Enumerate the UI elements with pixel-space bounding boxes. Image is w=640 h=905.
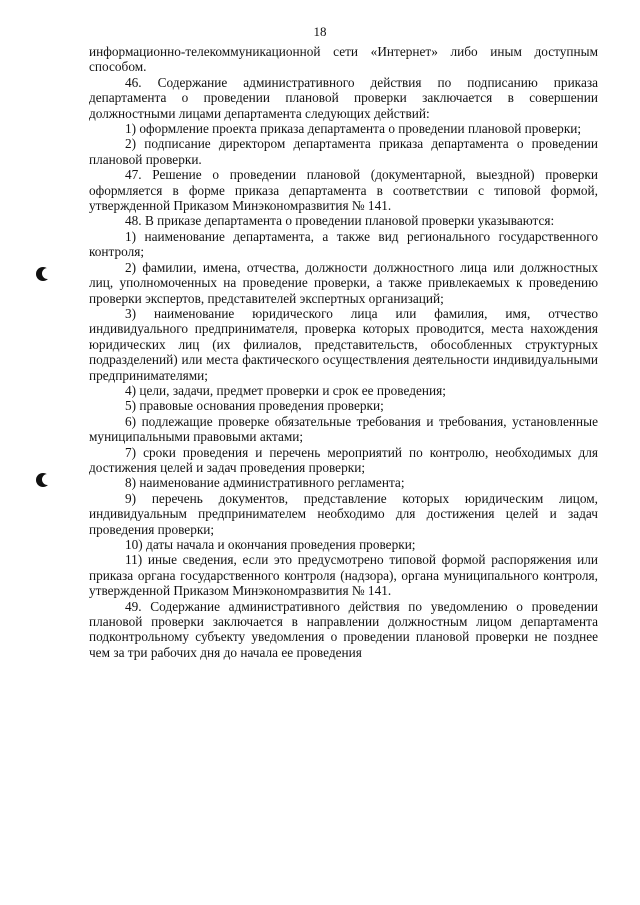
list-item: 8) наименование административного регламента;: [125, 475, 405, 491]
paragraph-48: 48. В приказе департамента о проведении плановой проверки указываются:: [125, 213, 555, 229]
paragraph-49: 49. Содержание административного действия по уведомлению о проведении плановой проверки заключается в направлении должностным лицом департамента подконтрольному субъекту уведомления о проведении плановой проверки не позднее чем за три рабочих дня до начала ее проведения: [89, 598, 598, 660]
list-item: 3) наименование юридического лица или фамилия, имя, отчество индивидуального предпринимателя, проверка которых проводится, места нахождения юридических лиц (их филиалов, представительств, обособленных структурных подразделений) или места фактического осуществления деятельности индивидуальными предпринимателями;: [89, 305, 598, 383]
list-item: 7) сроки проведения и перечень мероприятий по контролю, необходимых для достижения целей и задач проведения проверки;: [89, 444, 598, 475]
paragraph-47: 47. Решение о проведении плановой (документарной, выездной) проверки оформляется в форме приказа департамента в соответствии с типовой формой, утвержденной Приказом Минэкономразвития № 141.: [89, 167, 598, 214]
punch-hole-mark: [36, 267, 50, 281]
list-item: 2) фамилии, имена, отчества, должности должностного лица или должностных лиц, уполномоченных на проведение проверки, а также привлекаемых к проведению проверки экспертов, представителей экспертных организаций;: [89, 259, 598, 306]
list-item: 4) цели, задачи, предмет проверки и срок ее проведения;: [125, 382, 446, 398]
list-item: 2) подписание директором департамента приказа департамента о проведении плановой проверки.: [89, 136, 598, 167]
page-number: 18: [313, 24, 327, 39]
document-body: [89, 44, 598, 660]
list-item: 10) даты начала и окончания проведения проверки;: [125, 537, 416, 552]
paragraph-46: 46. Содержание административного действия по подписанию приказа департамента о проведении плановой проверки заключается в совершении должностными лицами департамента следующих действий:: [89, 74, 598, 121]
punch-hole-mark: [36, 473, 50, 487]
list-item: 6) подлежащие проверке обязательные требования и требования, установленные муниципальными правовыми актами;: [89, 413, 598, 445]
list-item: 5) правовые основания проведения проверки;: [125, 398, 384, 414]
list-item: 1) оформление проекта приказа департамента о проведении плановой проверки;: [125, 121, 582, 137]
list-item: 1) наименование департамента, а также вид регионального государственного контроля;: [89, 228, 598, 260]
list-item: 9) перечень документов, представление которых юридическим лицом, индивидуальным предпринимателем необходимо для достижения целей и задач проведения проверки;: [89, 490, 598, 537]
paragraph: информационно-телекоммуникационной сети «Интернет» либо иным доступным способом.: [89, 44, 598, 75]
list-item: 11) иные сведения, если это предусмотрено типовой формой распоряжения или приказа органа государственного контроля (надзора), органа муниципального контроля, утвержденной Приказом Минэкономразвития № 141.: [89, 552, 598, 599]
